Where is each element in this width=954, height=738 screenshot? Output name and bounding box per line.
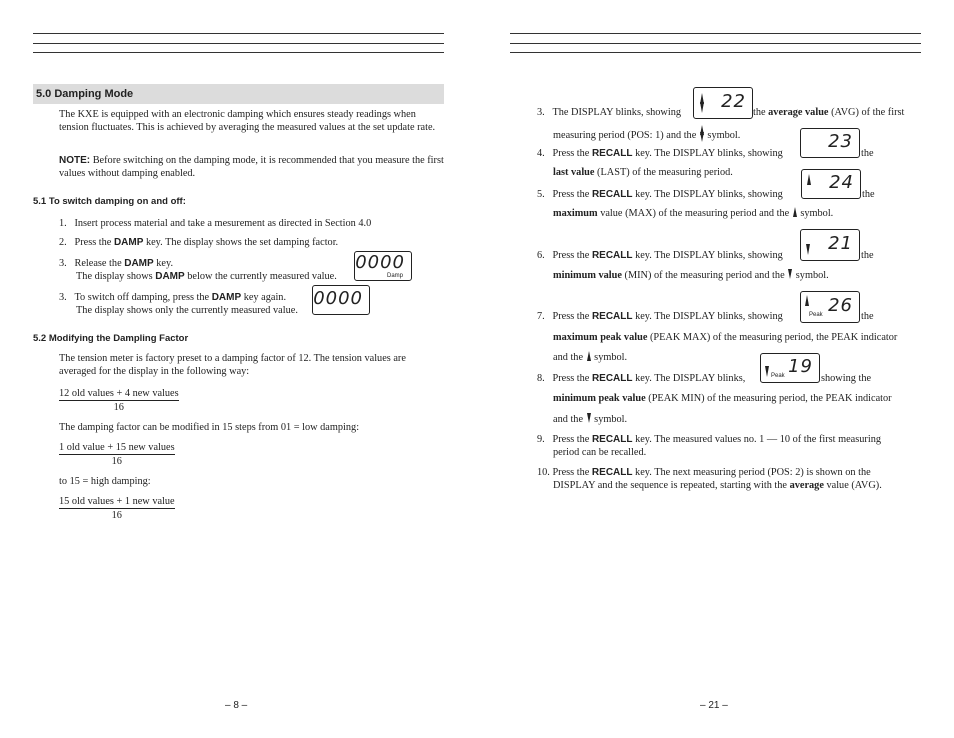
right-item-6-line2: minimum value (MIN) of the measuring period and the symbol. — [553, 270, 829, 281]
down-arrow-icon — [806, 244, 810, 255]
lcd-damp-tag: Damp — [386, 273, 403, 279]
to-text: to 15 = high damping: — [59, 476, 151, 487]
lcd-digits: 22 — [721, 91, 746, 112]
lcd-avg-display — [693, 87, 753, 119]
right-item-4-line2: last value (LAST) of the measuring period. — [553, 167, 733, 178]
left-header-rule-mid — [33, 43, 444, 44]
right-item-7-line3: and the symbol. — [553, 352, 628, 363]
formula-3-numerator: 15 old values + 1 new value — [59, 496, 175, 507]
formula-3-denominator: 16 — [111, 510, 122, 521]
step-2: 2. Press the DAMP key. The display shows the set damping factor. — [59, 237, 339, 248]
lcd-peak-min-display — [760, 353, 820, 383]
right-item-7: 7. Press the RECALL key. The DISPLAY blinks, showing — [537, 311, 783, 322]
right-item-10: 10. Press the RECALL key. The next measuring period (POS: 2) is shown on the DISPLAY and the sequence is repeated, starting with the average value (AVG). — [537, 467, 882, 491]
lcd-digits: 0000 — [355, 252, 405, 273]
lcd-last-display — [800, 128, 860, 158]
right-item-5-line2: maximum value (MAX) of the measuring period and the symbol. — [553, 208, 834, 219]
note-label: NOTE: — [59, 155, 91, 166]
formula-1 — [59, 387, 179, 414]
lcd-digits: 21 — [828, 233, 853, 254]
right-item-6: 6. Press the RECALL key. The DISPLAY blinks, showing — [537, 250, 783, 261]
up-arrow-icon — [793, 207, 797, 217]
lcd-digits: 0000 — [313, 288, 363, 309]
right-item-8-line2: minimum peak value (PEAK MIN) of the measuring period, the PEAK indicator — [553, 393, 892, 404]
lcd-digits: 23 — [828, 131, 853, 152]
lcd-peak-max-display — [800, 291, 860, 323]
formula-2 — [59, 441, 175, 468]
down-arrow-icon — [587, 413, 591, 423]
subsection-5-1-title: 5.1 To switch damping on and off: — [33, 196, 186, 207]
lcd-digits: 24 — [829, 172, 854, 193]
right-item-4-trail: the — [861, 148, 874, 159]
right-item-8: 8. Press the RECALL key. The DISPLAY blinks, — [537, 373, 746, 384]
right-item-9: 9. Press the RECALL key. The measured values no. 1 — 10 of the first measuring period can be recalled. — [537, 434, 881, 458]
down-arrow-icon — [700, 102, 704, 113]
right-item-7-trail: the — [861, 311, 874, 322]
formula-3 — [59, 495, 175, 522]
right-header-rule-mid — [510, 43, 921, 44]
lcd-damp-display — [354, 251, 412, 281]
up-arrow-icon — [805, 295, 809, 306]
left-header-rule-bottom — [33, 52, 444, 53]
lcd-min-display — [800, 229, 860, 261]
down-arrow-icon — [788, 269, 792, 279]
left-header-rule-top — [33, 33, 444, 34]
mid-text: The damping factor can be modified in 15 steps from 01 = low damping: — [59, 422, 360, 433]
lcd-max-display — [801, 169, 861, 199]
lcd-digits: 19 — [788, 356, 813, 377]
lcd-digits: 26 — [828, 295, 853, 316]
formula-1-numerator: 12 old values + 4 new values — [59, 388, 179, 399]
formula-2-denominator: 16 — [111, 456, 122, 467]
subsection-5-2-title: 5.2 Modifying the Dampling Factor — [33, 333, 189, 344]
up-arrow-icon — [587, 351, 591, 361]
right-item-7-line2: maximum peak value (PEAK MAX) of the measuring period, the PEAK indicator — [553, 332, 898, 343]
step-3-switch-off: 3. To switch off damping, press the DAMP key again. The display shows only the currently measured value. — [59, 292, 298, 316]
right-item-5: 5. Press the RECALL key. The DISPLAY blinks, showing — [537, 189, 783, 200]
left-page-number: – 8 – — [225, 700, 248, 711]
lcd-peak-tag: Peak — [809, 312, 823, 318]
right-item-3-trail: the average value (AVG) of the first — [753, 107, 905, 118]
sub2-paragraph: The tension meter is factory preset to a damping factor of 12. The tension values are averaged for the display in the following way: — [59, 353, 406, 377]
right-item-4: 4. Press the RECALL key. The DISPLAY blinks, showing — [537, 148, 783, 159]
right-item-8-line3: and the symbol. — [553, 414, 628, 425]
formula-2-numerator: 1 old value + 15 new values — [59, 442, 175, 453]
step-3-release: 3. Release the DAMP key. The display shows DAMP below the currently measured value. — [59, 258, 337, 282]
note-text: Before switching on the damping mode, it is recommended that you measure the first values without damping enabled. — [59, 155, 444, 179]
right-header-rule-top — [510, 33, 921, 34]
right-item-3: 3. The DISPLAY blinks, showing — [537, 107, 681, 118]
section-title: 5.0 Damping Mode — [36, 88, 134, 100]
up-arrow-icon — [807, 174, 811, 185]
right-page-number: – 21 – — [700, 700, 728, 711]
down-arrow-icon — [700, 132, 704, 142]
lcd-plain-display — [312, 285, 370, 315]
intro-paragraph: The KXE is equipped with an electronic damping which ensures steady readings when tension fluctuates. This is achieved by averaging the measured values at the set update rate. — [59, 109, 436, 133]
right-item-3-line2: measuring period (POS: 1) and the symbol. — [553, 125, 740, 142]
section-heading-bar — [33, 84, 444, 104]
lcd-peak-tag: Peak — [771, 373, 785, 379]
note-paragraph — [59, 154, 444, 180]
right-item-8-trail: showing the — [821, 373, 872, 384]
down-arrow-icon — [765, 366, 769, 377]
right-header-rule-bottom — [510, 52, 921, 53]
formula-1-denominator: 16 — [113, 402, 124, 413]
step-1: 1. Insert process material and take a mesurement as directed in Section 4.0 — [59, 218, 372, 229]
right-item-5-trail: the — [862, 189, 875, 200]
right-item-6-trail: the — [861, 250, 874, 261]
